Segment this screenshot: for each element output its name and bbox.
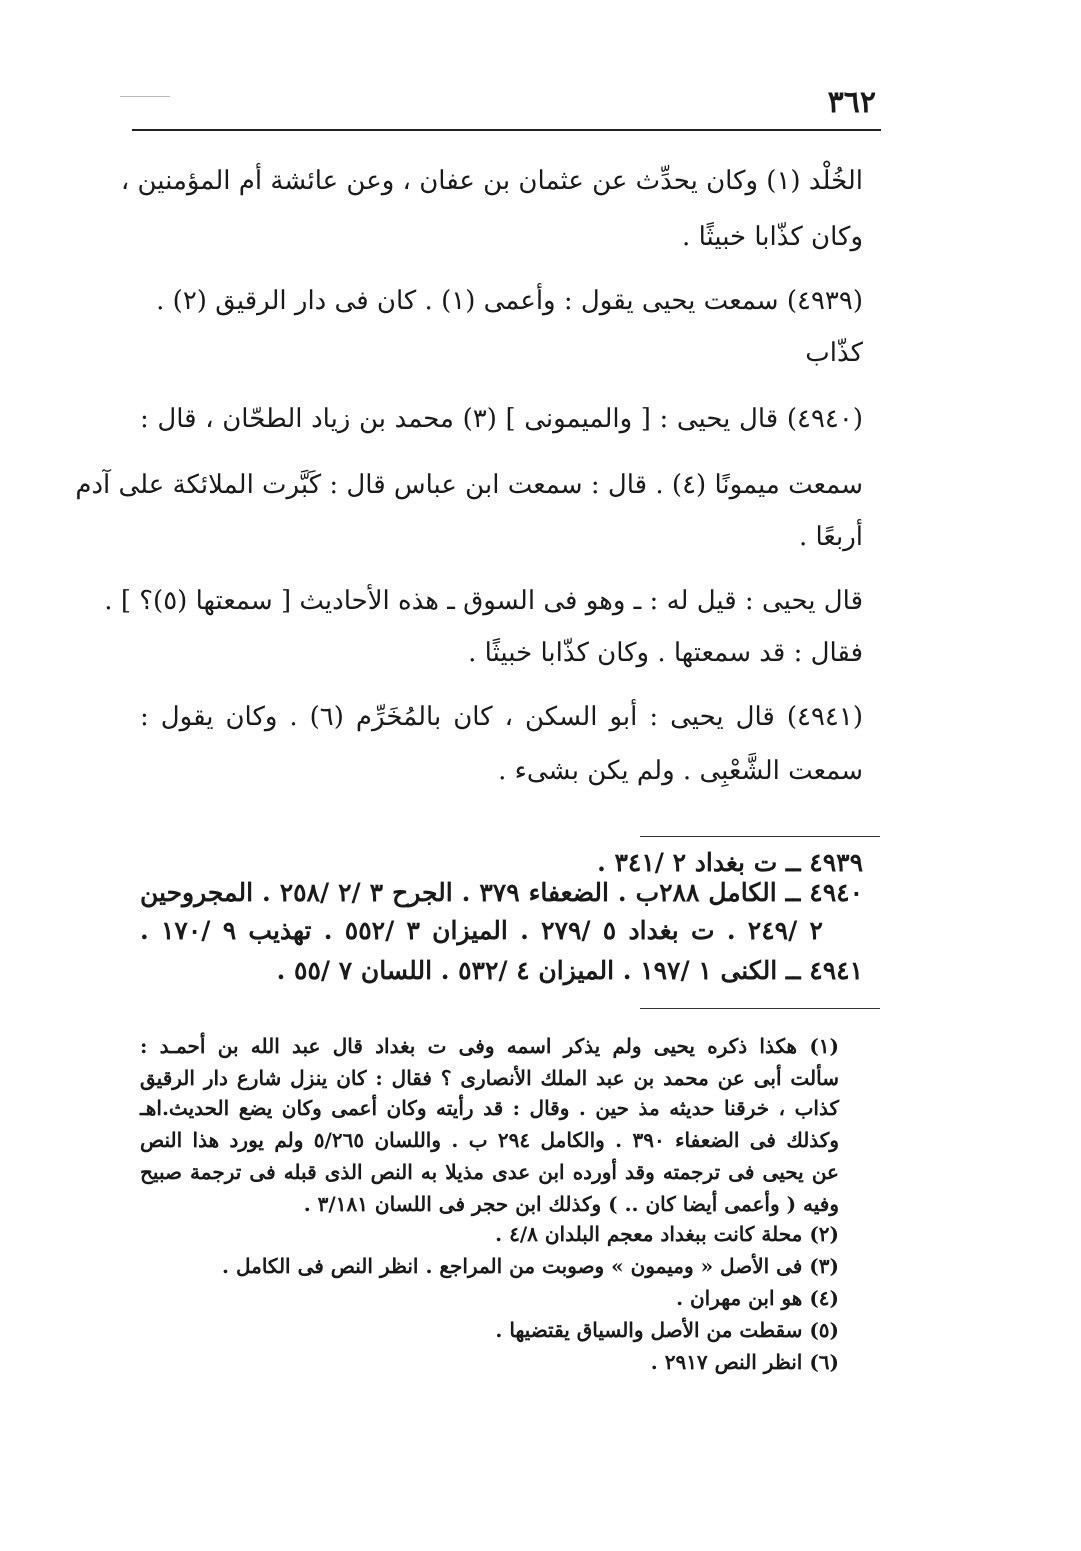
body-line: سمعت الشَّعْبِى . ولم يكن بشىء . [498, 756, 863, 786]
footnote-line: سألت أبى عن محمد بن عبد الملك الأنصارى ؟ فقال : كان ينزل شارع دار الرقيق [140, 1066, 839, 1090]
footnote-line: عن يحيى فى ترجمته وقد أورده ابن عدى مذيلا به النص الذى قبله فى ترجمة صبيح [140, 1160, 839, 1184]
footnotes-separator [640, 1008, 880, 1009]
footnote-line: (٥) سقطت من الأصل والسياق يقتضيها . [495, 1318, 839, 1342]
body-line: وكان كذّابا خبيثًا . [682, 222, 863, 252]
footnote-line: وكذلك فى الضعفاء ٣٩٠ . والكامل ٢٩٤ ب . واللسان ٥/٢٦٥ ولم يورد هذا النص [140, 1128, 839, 1152]
body-line: (٤٩٤٠) قال يحيى : [ والميمونى ] (٣) محمد بن زياد الطحّان ، قال : [140, 404, 863, 434]
page-number: ٣٦٢ [827, 85, 876, 120]
reference-line: ٤٩٤١ ــ الكنى ١ /١٩٧ . الميزان ٤ /٥٣٢ . اللسان ٧ /٥٥ . [276, 956, 863, 985]
references-separator [640, 836, 880, 837]
body-line: قال يحيى : قيل له : ـ وهو فى السوق ـ هذه الأحاديث [ سمعتها (٥)؟ ] . [104, 586, 863, 616]
body-line: فقال : قد سمعتها . وكان كذّابا خبيثًا . [468, 638, 863, 668]
body-line: (٤٩٤١) قال يحيى : أبو السكن ، كان بالمُخَرِّم (٦) . وكان يقول : [140, 702, 863, 732]
reference-line: ٤٩٤٠ ــ الكامل ٢٨٨ب . الضعفاء ٣٧٩ . الجرح ٣ /٢ /٢٥٨ . المجروحين [140, 878, 863, 907]
reference-line: ٤٩٣٩ ــ ت بغداد ٢ /٣٤١ . [597, 848, 863, 877]
header-rule [132, 129, 881, 131]
footnote-line: (٣) فى الأصل « وميمون » وصوبت من المراجع . انظر النص فى الكامل . [222, 1254, 839, 1278]
footnote-line: وفيه ( وأعمى أيضا كان .. ) وكذلك ابن حجر فى اللسان ٣/١٨١ . [303, 1192, 839, 1216]
footnote-line: (٦) انظر النص ٢٩١٧ . [650, 1350, 839, 1374]
body-line: سمعت ميمونًا (٤) . قال : سمعت ابن عباس قال : كَبَّرت الملائكة على آدم [75, 470, 863, 500]
reference-line: ٢ /٢٤٩ . ت بغداد ٥ /٢٧٩ . الميزان ٣ /٥٥٢ . تهذيب ٩ /١٧٠ . [140, 916, 823, 945]
page-corner-mark [120, 96, 170, 97]
footnote-line: (٤) هو ابن مهران . [676, 1286, 839, 1310]
footnote-line: كذاب ، خرقنا حديثه مذ حين . وقال : قد رأيته وكان أعمى وكان يضع الحديث.اهـ [140, 1096, 839, 1120]
footnote-line: (١) هكذا ذكره يحيى ولم يذكر اسمه وفى ت بغداد قال عبد الله بن أحمـد : [140, 1034, 839, 1058]
body-line: كذّاب [805, 338, 863, 368]
body-line: أربعًا . [798, 522, 863, 552]
body-line: الخُلْد (١) وكان يحدِّث عن عثمان بن عفان ، وعن عائشة أم المؤمنين ، [120, 166, 863, 196]
body-line: (٤٩٣٩) سمعت يحيى يقول : وأعمى (١) . كان فى دار الرقيق (٢) . [156, 286, 863, 316]
footnote-line: (٢) محلة كانت ببغداد معجم البلدان ٤/٨ . [495, 1222, 839, 1246]
